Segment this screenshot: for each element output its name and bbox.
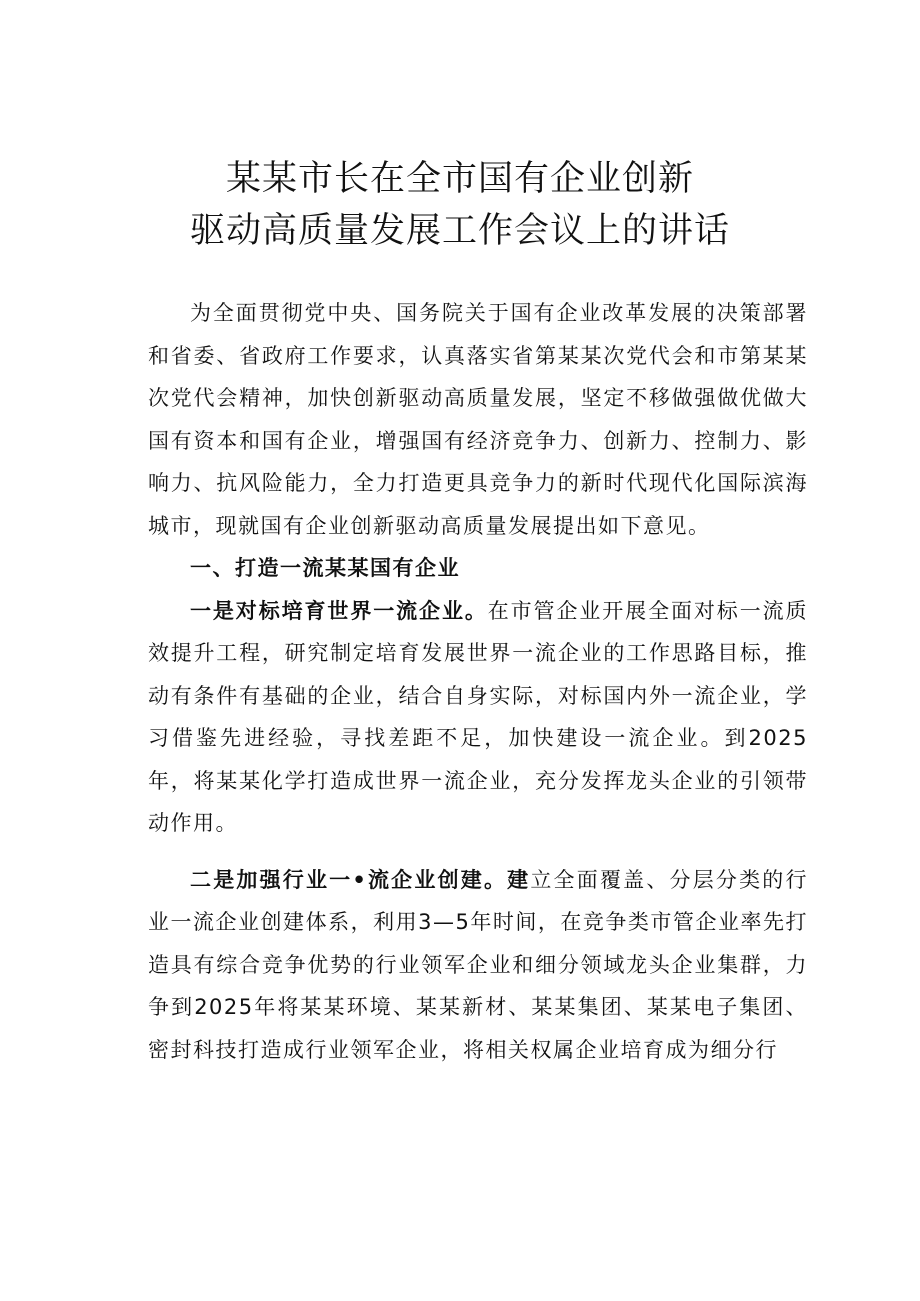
paragraph-2-text: 立全面覆盖、分层分类的行业一流企业创建体系，利用3—5年时间，在竞争类市管企业率先打造具有综合竞争优势的行业领军企业和细分领域龙头企业集群，力争到2025年将某某环境、某某新材、某某集团、某某电子集团、密封科技打造成行业领军企业，将相关权属企业培育成为细分行 bbox=[148, 867, 809, 1062]
paragraph-2-lead: 二是加强行业一•流企业创建。建 bbox=[190, 867, 531, 892]
paragraph-1-text: 在市管企业开展全面对标一流质效提升工程，研究制定培育发展世界一流企业的工作思路目标，推动有条件有基础的企业，结合自身实际，对标国内外一流企业，学习借鉴先进经验，寻找差距不足，加快建设一流企业。到2025年，将某某化学打造成世界一流企业，充分发挥龙头企业的引领带动作用。 bbox=[148, 598, 808, 835]
intro-paragraph: 为全面贯彻党中央、国务院关于国有企业改革发展的决策部署和省委、省政府工作要求，认真落实省第某某次党代会和市第某某次党代会精神，加快创新驱动高质量发展，坚定不移做强做优做大国有资本和国有企业，增强国有经济竞争力、创新力、控制力、影响力、抗风险能力，全力打造更具竞争力的新时代现代化国际滨海城市，现就国有企业创新驱动高质量发展提出如下意见。 bbox=[148, 301, 808, 538]
paragraph-1 bbox=[148, 590, 808, 845]
section-heading-1: 一、打造一流某某国有企业 bbox=[190, 556, 460, 580]
title-line-2: 驱动高质量发展工作会议上的讲话 bbox=[189, 211, 730, 251]
paragraph-1-lead: 一是对标培育世界一流企业。 bbox=[190, 598, 488, 623]
paragraph-2 bbox=[148, 859, 808, 1072]
document-body bbox=[148, 292, 808, 1071]
paragraph-spacer bbox=[148, 845, 808, 859]
document-title bbox=[120, 153, 800, 257]
title-line-1: 某某市长在全市国有企业创新 bbox=[225, 159, 694, 199]
